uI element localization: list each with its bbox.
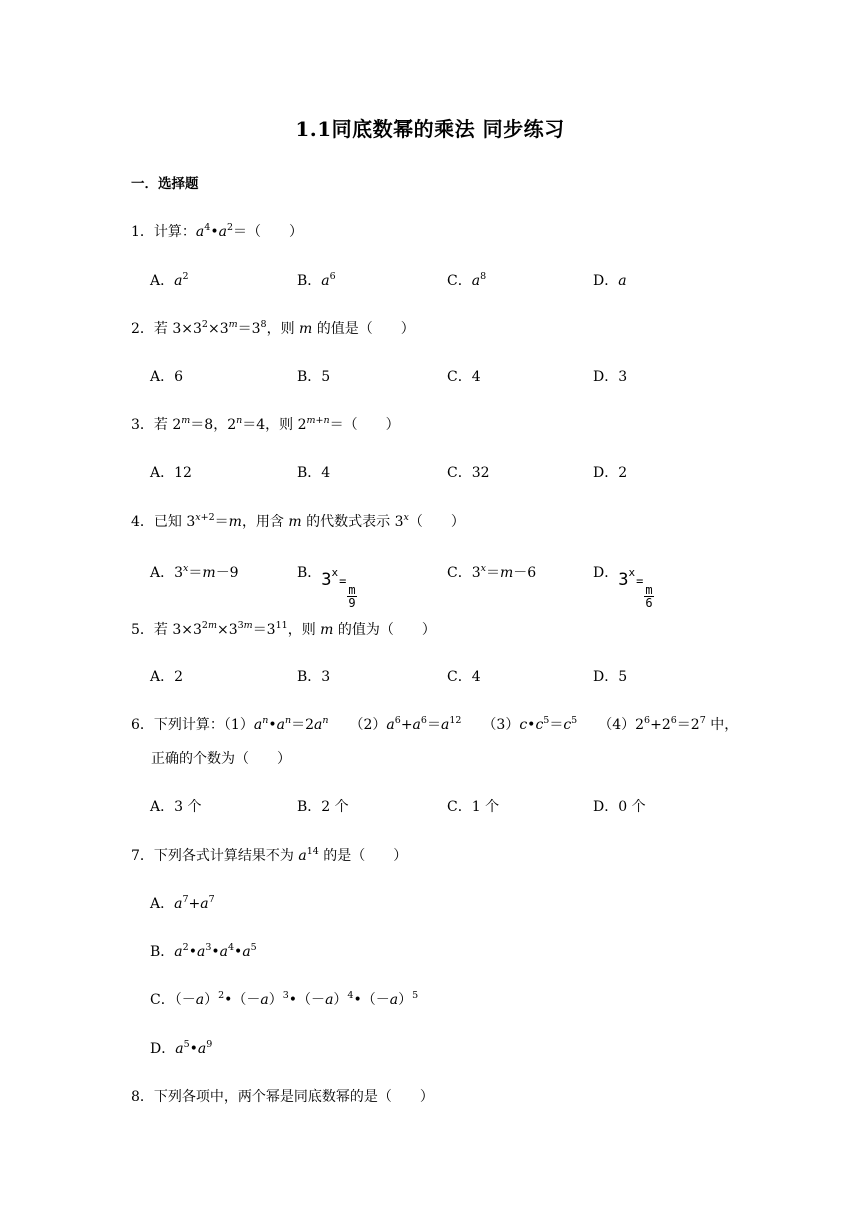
question-5-options — [0, 666, 860, 688]
option-c[interactable]: C．4 — [447, 669, 481, 685]
option-d[interactable]: D．3 — [593, 369, 628, 385]
option-c[interactable]: C．$3^x=m-6$ — [447, 563, 537, 581]
question-1-options — [0, 270, 860, 292]
option-d[interactable]: D．0 个 — [593, 799, 646, 815]
question-7: 7．下列各式计算结果不为 $a^{14}$ 的是（ ） — [131, 846, 408, 864]
option-b[interactable]: B．5 — [297, 369, 331, 385]
option-c[interactable]: C．$a^8$ — [447, 271, 487, 289]
option-b[interactable]: B．$a^6$ — [297, 271, 336, 289]
option-a[interactable]: A．6 — [150, 369, 184, 385]
section-heading: 一．选择题 — [131, 176, 199, 192]
option-b[interactable]: B．4 — [297, 465, 331, 481]
option-c[interactable]: C．1 个 — [447, 799, 500, 815]
question-3: 3．若 $2^m=8$，$2^n=4$，则 $2^{m+n}=$（ ） — [131, 415, 400, 433]
option-b[interactable]: B．$a^2•a^3•a^4•a^5$ — [150, 942, 257, 960]
formula-image: $3^x=$ $\frac{m}{9}$ — [321, 566, 356, 610]
option-a[interactable]: A．12 — [150, 465, 192, 481]
page-title: 1.1同底数幂的乘法 同步练习 — [295, 117, 565, 141]
option-b[interactable]: B．3 — [297, 669, 331, 685]
option-d[interactable]: D．5 — [593, 669, 628, 685]
question-6: 6．下列计算：$(1)a^n•a^n=2a^n$ $(2)a^6+a^6=a^{12}$ $(3)c•c^5=c^5$ $(4)2^6+2^6=2^7$ 中， — [131, 715, 739, 733]
question-2-options — [0, 366, 860, 388]
question-2: 2．若 $3\times 3^2\times 3^m=3^8$，则 m 的值是（ ） — [131, 319, 415, 337]
option-b[interactable]: B．2 个 — [297, 799, 349, 815]
question-5: 5．若 $3\times 3^{2m}\times 3^{3m}=3^{11}$，则 m 的值为（ ） — [131, 620, 436, 638]
option-d[interactable]: D．2 — [593, 465, 628, 481]
option-a[interactable]: A．$3^x=m-9$ — [150, 563, 239, 581]
option-d[interactable]: D．$3^x=$ $\frac{m}{6}$ — [593, 565, 653, 610]
question-4: 4．已知 $3^{x+2}=m$，用含 m 的代数式表示 3$^x$（ ） — [131, 512, 465, 530]
formula-image: $3^x=$ $\frac{m}{6}$ — [618, 566, 653, 610]
option-a[interactable]: A．$a^2$ — [150, 271, 189, 289]
option-a[interactable]: A．2 — [150, 669, 184, 685]
question-6-options — [0, 796, 860, 818]
option-a[interactable]: A．3 个 — [150, 799, 202, 815]
question-1: 1．计算：$a^4•a^2=$（ ） — [131, 222, 303, 240]
question-4-options — [0, 562, 860, 610]
option-b[interactable]: B．$3^x=$ $\frac{m}{9}$ — [297, 565, 356, 610]
option-c[interactable]: C．32 — [447, 465, 490, 481]
question-3-options — [0, 462, 860, 484]
option-d[interactable]: D．$a^5•a^9$ — [150, 1039, 213, 1057]
question-6-line2: 正确的个数为（ ） — [151, 751, 291, 767]
question-8: 8．下列各项中，两个幂是同底数幂的是（ ） — [131, 1089, 434, 1105]
option-c[interactable]: C．4 — [447, 369, 481, 385]
option-a[interactable]: A．$a^7+a^7$ — [150, 894, 215, 912]
option-d[interactable]: D．a — [593, 273, 627, 289]
option-c[interactable]: C．$(-a)^2•(-a)^3•(-a)^4•(-a)^5$ — [150, 990, 419, 1008]
